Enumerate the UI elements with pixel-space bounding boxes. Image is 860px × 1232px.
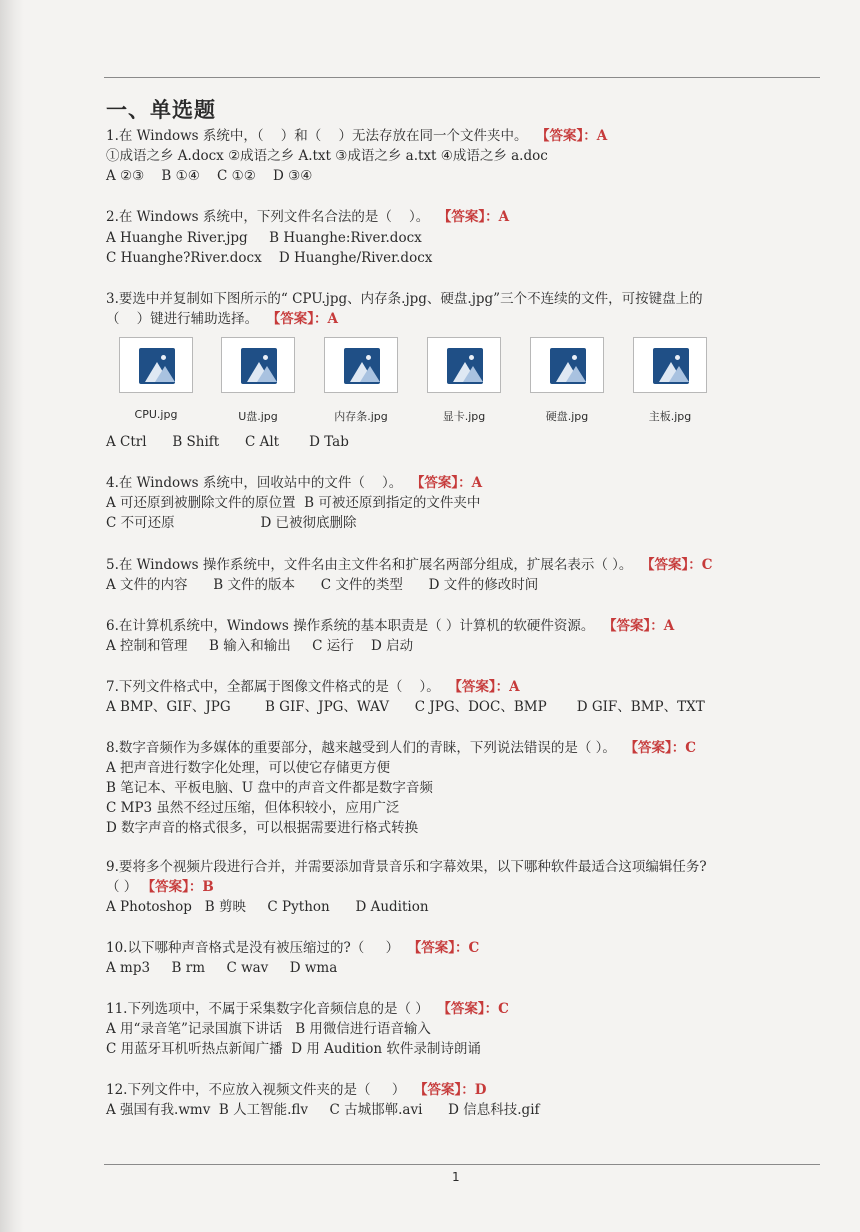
- question-8-option-c: C MP3 虽然不经过压缩，但体积较小，应用广泛: [106, 800, 400, 816]
- image-file-icon: [241, 348, 277, 384]
- question-5-options: A 文件的内容 B 文件的版本 C 文件的类型 D 文件的修改时间: [106, 577, 539, 593]
- file-caption: 硬盘.jpg: [545, 410, 589, 423]
- header-rule: [104, 77, 820, 78]
- question-7-stem: 7.下列文件格式中，全都属于图像文件格式的是（ ）。 【答案】：A: [106, 679, 520, 695]
- question-2-options-row-1: A Huanghe River.jpg B Huanghe:River.docx: [106, 230, 422, 246]
- question-4-options-row-1: A 可还原到被删除文件的原位置 B 可被还原到指定的文件夹中: [106, 495, 481, 511]
- question-8-option-d: D 数字声音的格式很多，可以根据需要进行格式转换: [106, 820, 419, 836]
- question-2-options-row-2: C Huanghe?River.docx D Huanghe/River.docx: [106, 250, 433, 266]
- question-8-option-b: B 笔记本、平板电脑、U 盘中的声音文件都是数字音频: [106, 780, 433, 796]
- question-12-options: A 强国有我.wmv B 人工智能.flv C 古城邯郸.avi D 信息科技.gif: [106, 1102, 540, 1118]
- answer-badge: 【答案】：A: [437, 209, 510, 225]
- question-1-stem: 1.在 Windows 系统中，（ ）和（ ）无法存放在同一个文件夹中。 【答案】：A: [106, 128, 608, 144]
- file-caption: CPU.jpg: [134, 408, 178, 421]
- file-caption: U盘.jpg: [238, 410, 278, 423]
- page-left-shadow: [0, 0, 24, 1232]
- answer-badge: 【答案】：A: [448, 679, 520, 695]
- answer-badge: 【答案】：B: [141, 879, 214, 895]
- question-2-stem: 2.在 Windows 系统中，下列文件名合法的是（ ）。 【答案】：A: [106, 209, 510, 225]
- question-12-stem: 12.下列文件中，不应放入视频文件夹的是（ ） 【答案】：D: [106, 1082, 487, 1098]
- file-caption: 内存条.jpg: [334, 410, 388, 423]
- file-thumbnail-udisk: [221, 337, 295, 393]
- section-title: 一、单选题: [106, 98, 216, 122]
- question-4-options-row-2: C 不可还原 D 已被彻底删除: [106, 515, 357, 531]
- answer-badge: 【答案】：C: [407, 940, 480, 956]
- question-1-items: ①成语之乡 A.docx ②成语之乡 A.txt ③成语之乡 a.txt ④成语之乡 a.doc: [106, 148, 548, 164]
- question-9-options: A Photoshop B 剪映 C Python D Audition: [106, 899, 429, 915]
- question-11-options-row-1: A 用“录音笔”记录国旗下讲话 B 用微信进行语音输入: [106, 1021, 431, 1037]
- footer-rule: [104, 1164, 820, 1165]
- answer-badge: 【答案】：A: [536, 128, 608, 144]
- file-thumbnail-board: [633, 337, 707, 393]
- question-6-options: A 控制和管理 B 输入和输出 C 运行 D 启动: [106, 638, 414, 654]
- file-thumbnail-disk: [530, 337, 604, 393]
- question-11-stem: 11.下列选项中，不属于采集数字化音频信息的是（ ） 【答案】：C: [106, 1001, 509, 1017]
- question-3-options: A Ctrl B Shift C Alt D Tab: [106, 434, 349, 450]
- file-thumbnail-memory: [324, 337, 398, 393]
- question-11-options-row-2: C 用蓝牙耳机听热点新闻广播 D 用 Audition 软件录制诗朗诵: [106, 1041, 481, 1057]
- question-10-options: A mp3 B rm C wav D wma: [106, 960, 338, 976]
- question-4-stem: 4.在 Windows 系统中，回收站中的文件（ ）。 【答案】：A: [106, 475, 483, 491]
- image-file-icon: [139, 348, 175, 384]
- file-thumbnail-gpu: [427, 337, 501, 393]
- answer-badge: 【答案】：A: [266, 311, 338, 327]
- image-file-icon: [653, 348, 689, 384]
- page-number: 1: [452, 1170, 460, 1184]
- file-caption: 显卡.jpg: [442, 410, 486, 423]
- answer-badge: 【答案】：C: [437, 1001, 509, 1017]
- question-5-stem: 5.在 Windows 操作系统中，文件名由主文件名和扩展名两部分组成，扩展名表示（ ）。 【答案】：C: [106, 557, 713, 573]
- image-file-icon: [550, 348, 586, 384]
- question-9-stem-2: （ ） 【答案】：B: [106, 879, 214, 895]
- question-10-stem: 10.以下哪种声音格式是没有被压缩过的?（ ） 【答案】：C: [106, 940, 480, 956]
- image-file-icon: [344, 348, 380, 384]
- question-9-stem: 9.要将多个视频片段进行合并，并需要添加背景音乐和字幕效果，以下哪种软件最适合这项编辑任务?: [106, 859, 707, 875]
- answer-badge: 【答案】：C: [624, 740, 697, 756]
- answer-badge: 【答案】：C: [641, 557, 713, 573]
- question-8-option-a: A 把声音进行数字化处理，可以使它存储更方便: [106, 760, 391, 776]
- question-3-stem-2: （ ）键进行辅助选择。 【答案】：A: [106, 311, 338, 327]
- file-thumbnail-cpu: [119, 337, 193, 393]
- file-caption: 主板.jpg: [648, 410, 692, 423]
- question-7-options: A BMP、GIF、JPG B GIF、JPG、WAV C JPG、DOC、BMP D GIF、BMP、TXT: [106, 699, 705, 715]
- answer-badge: 【答案】：A: [410, 475, 483, 491]
- question-6-stem: 6.在计算机系统中，Windows 操作系统的基本职责是（ ）计算机的软硬件资源。 【答案】：A: [106, 618, 675, 634]
- answer-badge: 【答案】：A: [602, 618, 675, 634]
- answer-badge: 【答案】：D: [414, 1082, 487, 1098]
- question-1-options: A ②③ B ①④ C ①② D ③④: [106, 168, 313, 184]
- image-file-icon: [447, 348, 483, 384]
- question-8-stem: 8.数字音频作为多媒体的重要部分，越来越受到人们的青睐，下列说法错误的是（ ）。 【答案】：C: [106, 740, 697, 756]
- question-3-stem: 3.要选中并复制如下图所示的“ CPU.jpg、内存条.jpg、硬盘.jpg”三个不连续的文件，可按键盘上的: [106, 291, 703, 307]
